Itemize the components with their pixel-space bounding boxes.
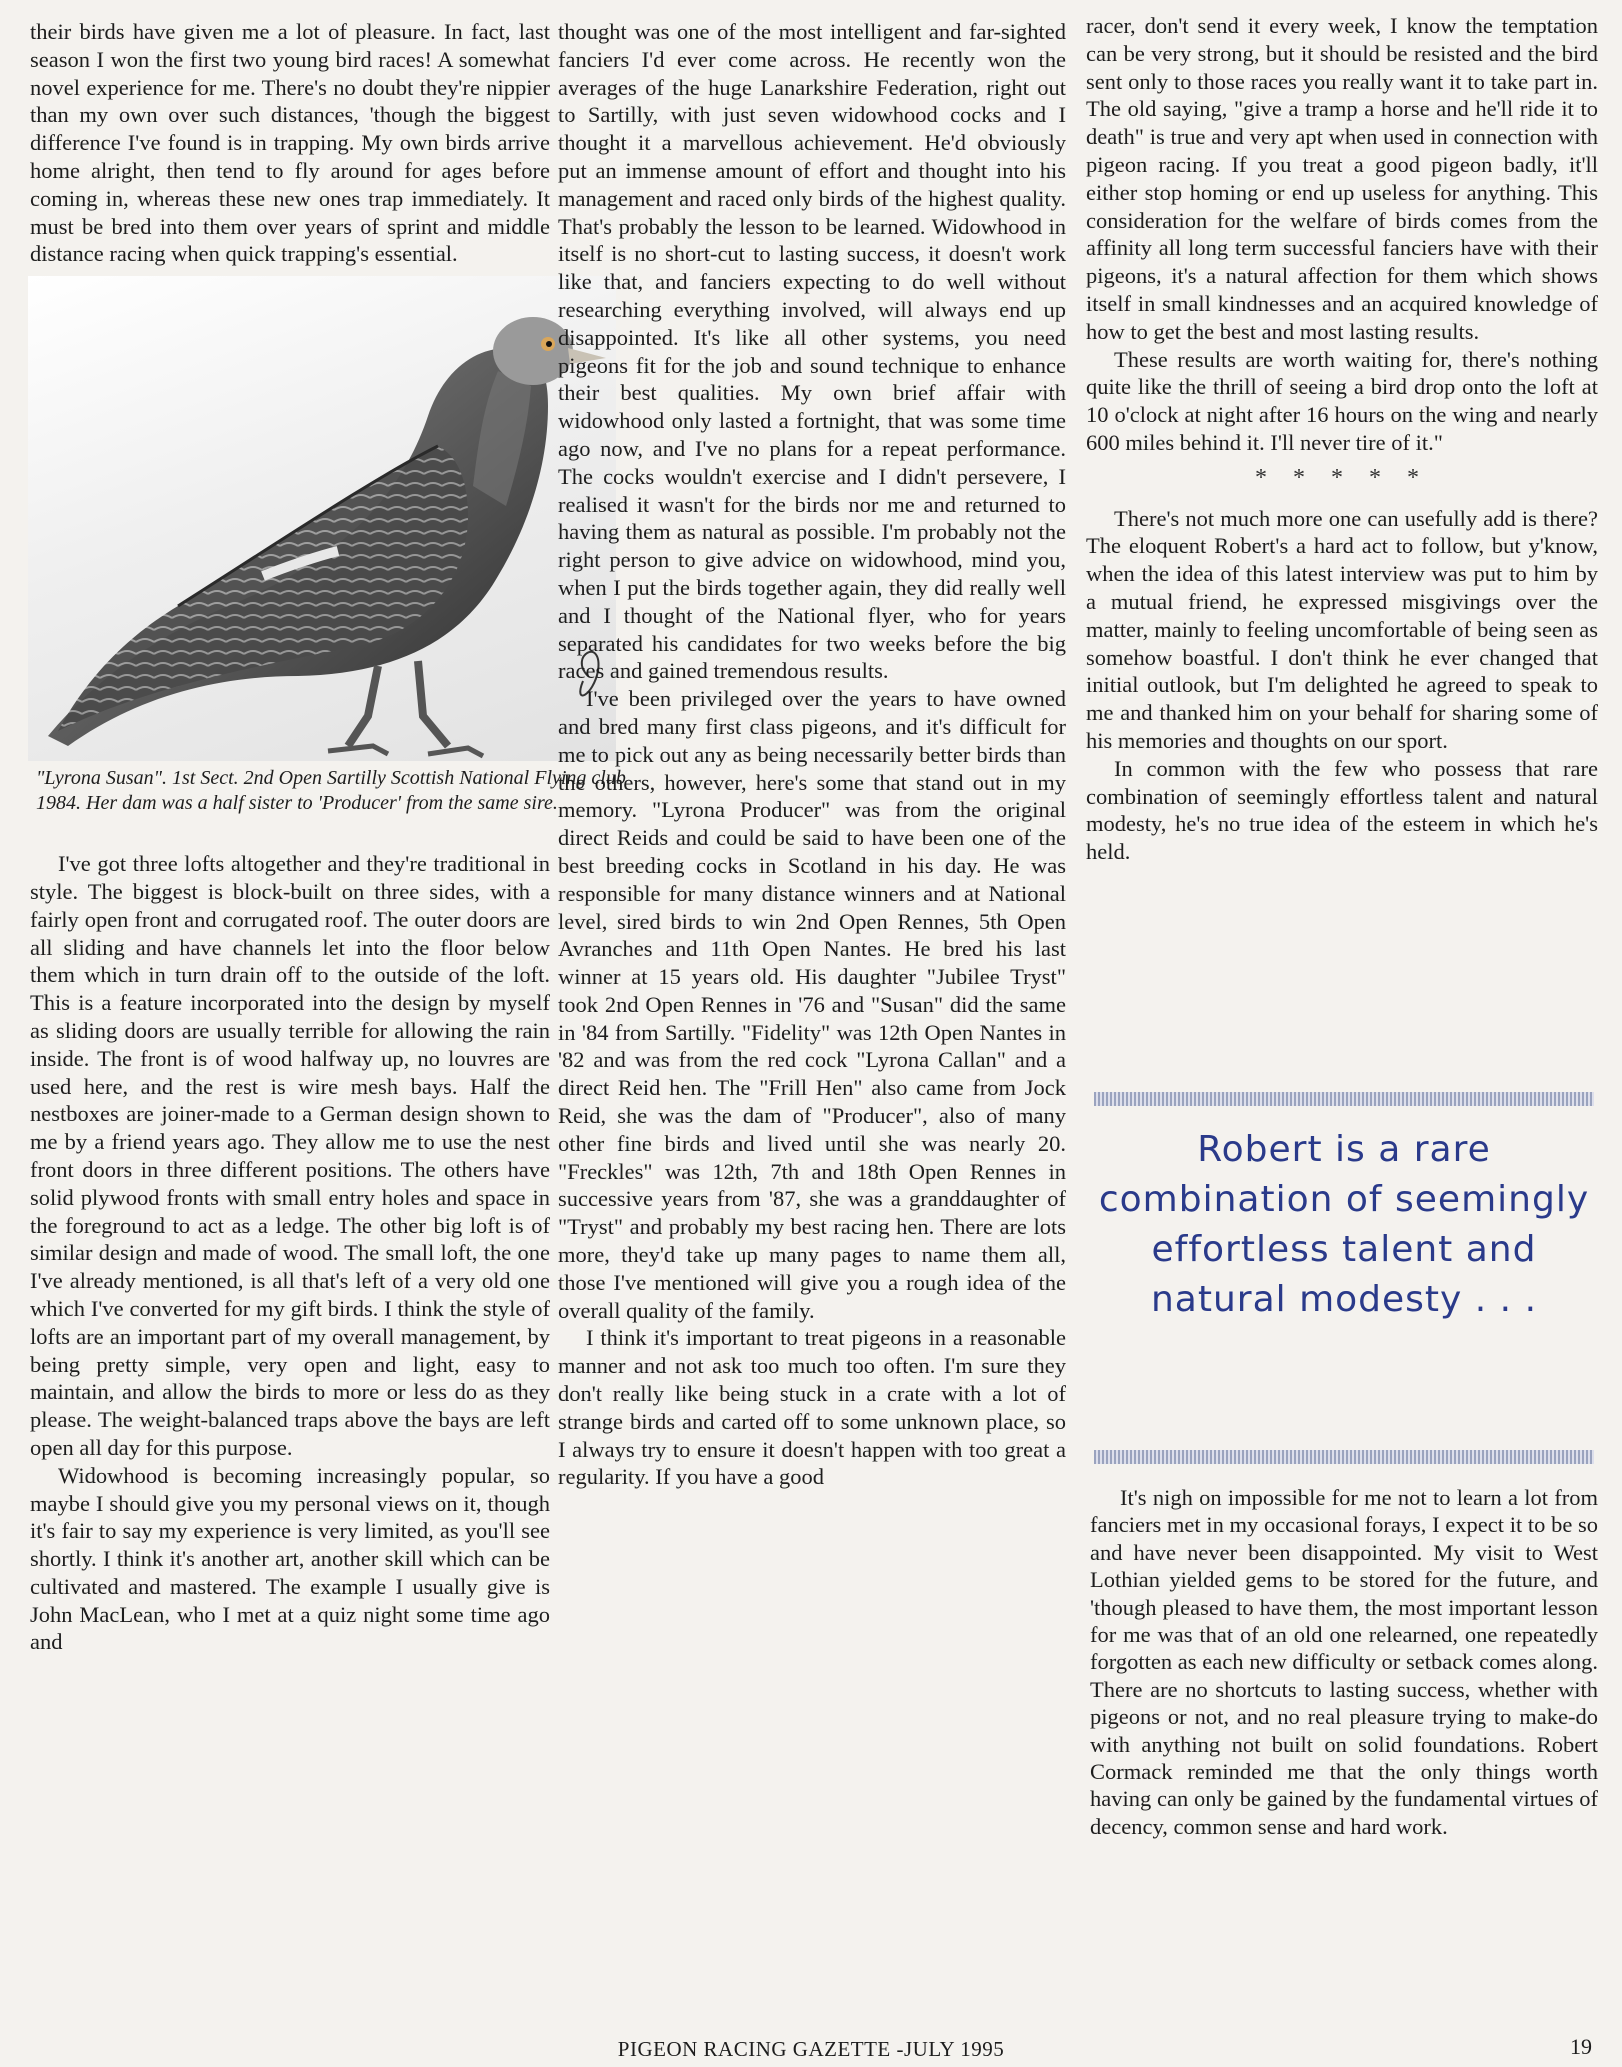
paragraph-maclean: thought was one of the most intelligent and far-sighted fanciers I'd ever come across. He recently won the averages of the huge Lanarkshire Federation, right out to Sartilly, with just seven widowhood cocks and I thought it a marvellous achievement. He'd obviously put an immense amount of effort and thought into his management and raced only birds of the highest quality. That's probably the lesson to be learned. Widowhood in itself is no short-cut to lasting success, it doesn't work like that, and fanciers expecting to do well without researching everything involved, will always end up disappointed. It's like all other systems, you need pigeons fit for the job and sound technique to enhance their best qualities. My own brief affair with widowhood only lasted a fortnight, that was some time ago now, and I've no plans for a repeat performance. The cocks wouldn't exercise and I didn't persevere, I realised it wasn't for the birds nor me and returned to having them as natural as possible. I'm probably not the right person to give advice on widowhood, mind you, when I put the birds together again, they did really well and I thought of the National flyer, who for years separated his candidates for two weeks before the big races and gained tremendous results. <box>558 19 1066 684</box>
pullquote: Robert is a rare combination of seemingly effortless talent and natural modesty . . . <box>1098 1129 1590 1320</box>
pigeon-illustration <box>28 276 616 761</box>
paragraph-racer: racer, don't send it every week, I know the temptation can be very strong, but it should be resisted and the bird sent only to those races you really want it to take part in. The old saying, "give a tramp a horse and he'll ride it to death" is true and very apt when used in connection with pigeon racing. If you treat a good pigeon badly, it'll either stop homing or end up useless for anything. This consideration for the welfare of birds comes from the affinity all long term successful fanciers have with their pigeons, it's a natural affection for them which shows itself in small kindnesses and an acquired knowledge of how to get the best and most lasting results. <box>1086 13 1598 344</box>
page-number: 19 <box>1570 2034 1592 2059</box>
pigeon-photo-figure <box>28 276 628 844</box>
column-3 <box>1086 12 1598 866</box>
photo-caption: "Lyrona Susan". 1st Sect. 2nd Open Sartilly Scottish National Flying club 1984. Her dam was a half sister to 'Producer' from the same sire. <box>36 767 626 814</box>
paragraph-common: In common with the few who possess that rare combination of seemingly effortless talent and natural modesty, he's no true idea of the esteem in which he's held. <box>1086 755 1598 865</box>
paragraph-not-much: There's not much more one can usefully add is there? The eloquent Robert's a hard act to follow, but y'know, when the idea of this latest interview was put to him by a mutual friend, he expressed misgivings over the matter, mainly to feeling uncomfortable of being seen as somehow boastful. I don't think he ever changed that initial outlook, but I'm delighted he agreed to speak to me and thanked him on your behalf for sharing some of his memories and thoughts on our sport. <box>1086 505 1598 753</box>
paragraph-privileged: I've been privileged over the years to have owned and bred many first class pigeons, and it's difficult for me to pick out any as being necessarily better birds than the others, however, here's some that stand out in my memory. "Lyrona Producer" was from the original direct Reids and could be said to have been one of the best breeding cocks in Scotland in his day. He was responsible for many distance winners and at National level, sired birds to win 2nd Open Rennes, 5th Open Avranches and 11th Open Nantes. He bred his last winner at 15 years old. His daughter "Jubilee Tryst" took 2nd Open Rennes in '76 and "Susan" did the same in '84 from Sartilly. "Fidelity" was 12th Open Nantes in '82 and was from the red cock "Lyrona Callan" and a direct Reid hen. The "Frill Hen" also came from Jock Reid, she was the dam of "Producer", also of many other fine birds and lived until she was nearly 20. "Freckles" was 12th, 7th and 18th Open Rennes in successive years from '87, she was a granddaughter of "Tryst" and probably my best racing hen. There are lots more, they'd take up many pages to name them all, those I've mentioned will give you a rough idea of the overall quality of the family. <box>558 686 1066 1323</box>
pullquote-rule-top <box>1094 1092 1594 1106</box>
column-1 <box>30 18 626 1656</box>
footer-publication: PIGEON RACING GAZETTE -JULY 1995 <box>617 2037 1005 2061</box>
section-separator: * * * * * <box>1255 464 1429 491</box>
column-2 <box>558 18 1066 1491</box>
pigeon-photo <box>28 276 616 761</box>
pullquote-rule-bottom <box>1094 1450 1594 1464</box>
paragraph-widowhood: Widowhood is becoming increasingly popular, so maybe I should give you my personal views on it, though it's fair to say my experience is very limited, as you'll see shortly. I think it's another art, another skill which can be cultivated and mastered. The example I usually give is John MacLean, who I met at a quiz night some time ago and <box>30 1462 550 1655</box>
paragraph-intro: their birds have given me a lot of pleasure. In fact, last season I won the first two young bird races! A somewhat novel experience for me. There's no doubt they're nippier than my own over such distances, 'though the biggest difference I've found is in trapping. My own birds arrive home alright, then tend to fly around for ages before coming in, whereas these new ones trap immediately. It must be bred into them over years of sprint and middle distance racing when quick trapping's essential. <box>30 19 550 267</box>
paragraph-treat: I think it's important to treat pigeons in a reasonable manner and not ask too much too often. I'm sure they don't really like being stuck in a crate with a lot of strange birds and carted off to some unknown place, so I always try to ensure it doesn't happen with too great a regularity. If you have a good <box>558 1325 1066 1490</box>
paragraph-nigh: It's nigh on impossible for me not to learn a lot from fanciers met in my occasional forays, I expect it to be so and have never been disappointed. My visit to West Lothian yielded gems to be stored for the future, and 'though pleased to have them, the most important lesson for me was that of an old one relearned, one repeatedly forgotten as each new difficulty or setback comes along. There are no shortcuts to lasting success, whether with pigeons or not, and no real pleasure trying to make-do with anything not built on solid foundations. Robert Cormack reminded me that the only things worth having can only be gained by the fundamental virtues of decency, common sense and hard work. <box>1090 1485 1598 1839</box>
paragraph-results: These results are worth waiting for, there's nothing quite like the thrill of seeing a bird drop onto the loft at 10 o'clock at night after 16 hours on the wing and nearly 600 miles behind it. I'll never tire of it." <box>1086 346 1598 455</box>
column-3-continued <box>1090 1484 1598 1840</box>
paragraph-lofts: I've got three lofts altogether and they're traditional in style. The biggest is block-built on three sides, with a fairly open front and corrugated roof. The outer doors are all sliding and have channels let into the floor below them which in turn drain off to the outside of the loft. This is a feature incorporated into the design by myself as sliding doors are usually terrible for allowing the rain inside. The front is of wood halfway up, no louvres are used here, and the rest is wire mesh bays. Half the nestboxes are joiner-made to a German design shown to me by a friend years ago. They allow me to use the nest front doors in three different positions. The others have solid plywood fronts with small entry holes and space in the foreground to act as a ledge. The other big loft is of similar design and made of wood. The small loft, the one I've already mentioned, is all that's left of a very old one which I've converted for my gift birds. I think the style of lofts are an important part of my overall management, by being pretty simple, very open and light, easy to maintain, and allow the birds to more or less do as they please. The weight-balanced traps above the bays are left open all day for this purpose. <box>30 851 550 1460</box>
